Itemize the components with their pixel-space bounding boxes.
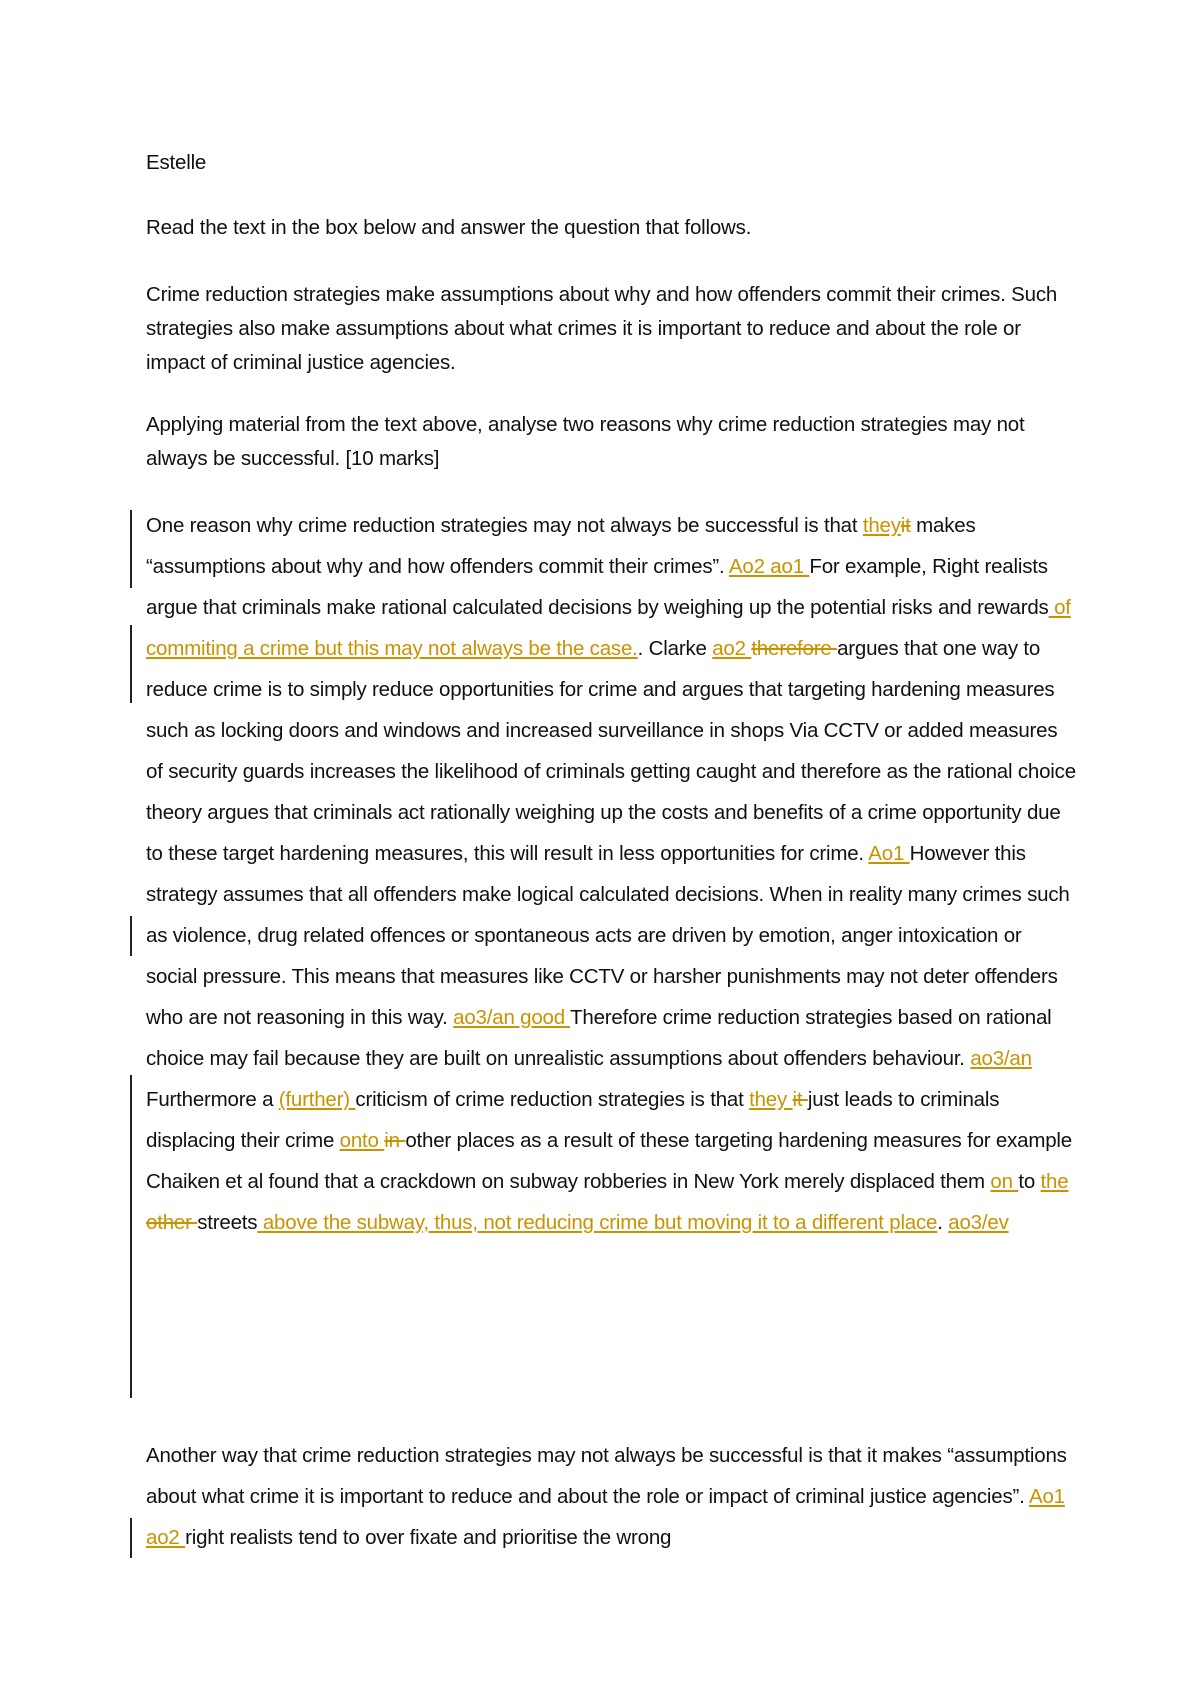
instruction-text: Read the text in the box below and answer the question that follows.: [146, 216, 752, 239]
marker-comment: Ao1: [868, 842, 910, 865]
marker-comment: ao2: [712, 637, 752, 660]
tracked-insertion: (further): [278, 1088, 356, 1111]
answer-text: Furthermore a: [146, 1088, 279, 1111]
change-bar: [130, 510, 132, 550]
answer-text: For example, Right realists argue that criminals make rational calculated decisions by weighing up the potential risks and rewards: [146, 555, 1049, 619]
tracked-insertion: above the subway, thus, not reducing crime but moving it to a different place: [257, 1211, 938, 1234]
answer-text: makes “assumptions about why and how offenders commit their crimes”.: [146, 514, 976, 578]
answer-text: . Clarke: [637, 637, 713, 660]
answer-text: right realists tend to over fixate and prioritise the wrong: [185, 1526, 672, 1549]
marker-comment: ao3/an good: [453, 1006, 571, 1029]
change-bar: [130, 1075, 132, 1115]
change-bar: [130, 548, 132, 588]
tracked-insertion: on: [990, 1170, 1019, 1193]
answer-text: However this strategy assumes that all offenders make logical calculated decisions. When in reality many crimes such as violence, drug related offences or spontaneous acts are driven by emotion, anger intoxication or social pressure. This means that measures like CCTV or harsher punishments may not deter offenders who are not reasoning in this way.: [146, 842, 1070, 1029]
tracked-insertion: of commiting a crime but this may not always be the case.: [146, 596, 1071, 660]
answer-paragraph-2: [146, 1435, 1076, 1558]
answer-text: other places as a result of these targeting hardening measures for example Chaiken et al found that a crackdown on subway robberies in New York merely displaced them: [146, 1129, 1072, 1193]
tracked-insertion: they: [862, 514, 901, 537]
change-bar: [130, 625, 132, 703]
answer-text: to: [1018, 1170, 1041, 1193]
tracked-deletion: it: [792, 1088, 808, 1111]
change-bar: [130, 916, 132, 956]
tracked-insertion: they: [749, 1088, 793, 1111]
student-name: Estelle: [146, 151, 207, 174]
answer-text: argues that one way to reduce crime is to simply reduce opportunities for crime and argues that targeting hardening measures such as locking doors and windows and increased surveillance in shops Via CCTV or added measures of security guards increases the likelihood of criminals getting caught and therefore as the rational choice theory argues that criminals act rationally weighing up the costs and benefits of a crime opportunity due to these target hardening measures, this will result in less opportunities for crime.: [146, 637, 1076, 865]
change-bar: [130, 1113, 132, 1398]
tracked-insertion: the: [1040, 1170, 1069, 1193]
question-text: Applying material from the text above, analyse two reasons why crime reduction strategies may not always be successful. [10 marks]: [146, 413, 1025, 470]
change-bar: [130, 1518, 132, 1558]
answer-text: just leads to criminals displacing their crime: [146, 1088, 1000, 1152]
marker-comment: Ao2 ao1: [728, 555, 810, 578]
answer-text: streets: [197, 1211, 258, 1234]
marker-comment: ao3/ev: [948, 1211, 1009, 1234]
answer-text: One reason why crime reduction strategies may not always be successful is that: [146, 514, 863, 537]
answer-text: Another way that crime reduction strategies may not always be successful is that it makes “assumptions about what crime it is important to reduce and about the role or impact of criminal justice agencies”.: [146, 1444, 1067, 1508]
tracked-deletion: in: [384, 1129, 406, 1152]
source-text: Crime reduction strategies make assumptions about why and how offenders commit their crimes. Such strategies also make assumptions about what crimes it is important to reduce and about the role or impact of criminal justice agencies.: [146, 283, 1058, 374]
tracked-deletion: other: [146, 1211, 198, 1234]
marker-comment: ao3/an: [970, 1047, 1032, 1070]
answer-text: criticism of crime reduction strategies is that: [355, 1088, 750, 1111]
answer-paragraph-1: [146, 505, 1076, 1243]
answer-text: Therefore crime reduction strategies based on rational choice may fail because they are built on unrealistic assumptions about offenders behaviour.: [146, 1006, 1052, 1070]
tracked-deletion: therefore: [751, 637, 838, 660]
tracked-deletion: it: [900, 514, 911, 537]
marker-comment: Ao1 ao2: [146, 1485, 1065, 1549]
tracked-insertion: onto: [339, 1129, 385, 1152]
answer-text: .: [937, 1211, 949, 1234]
